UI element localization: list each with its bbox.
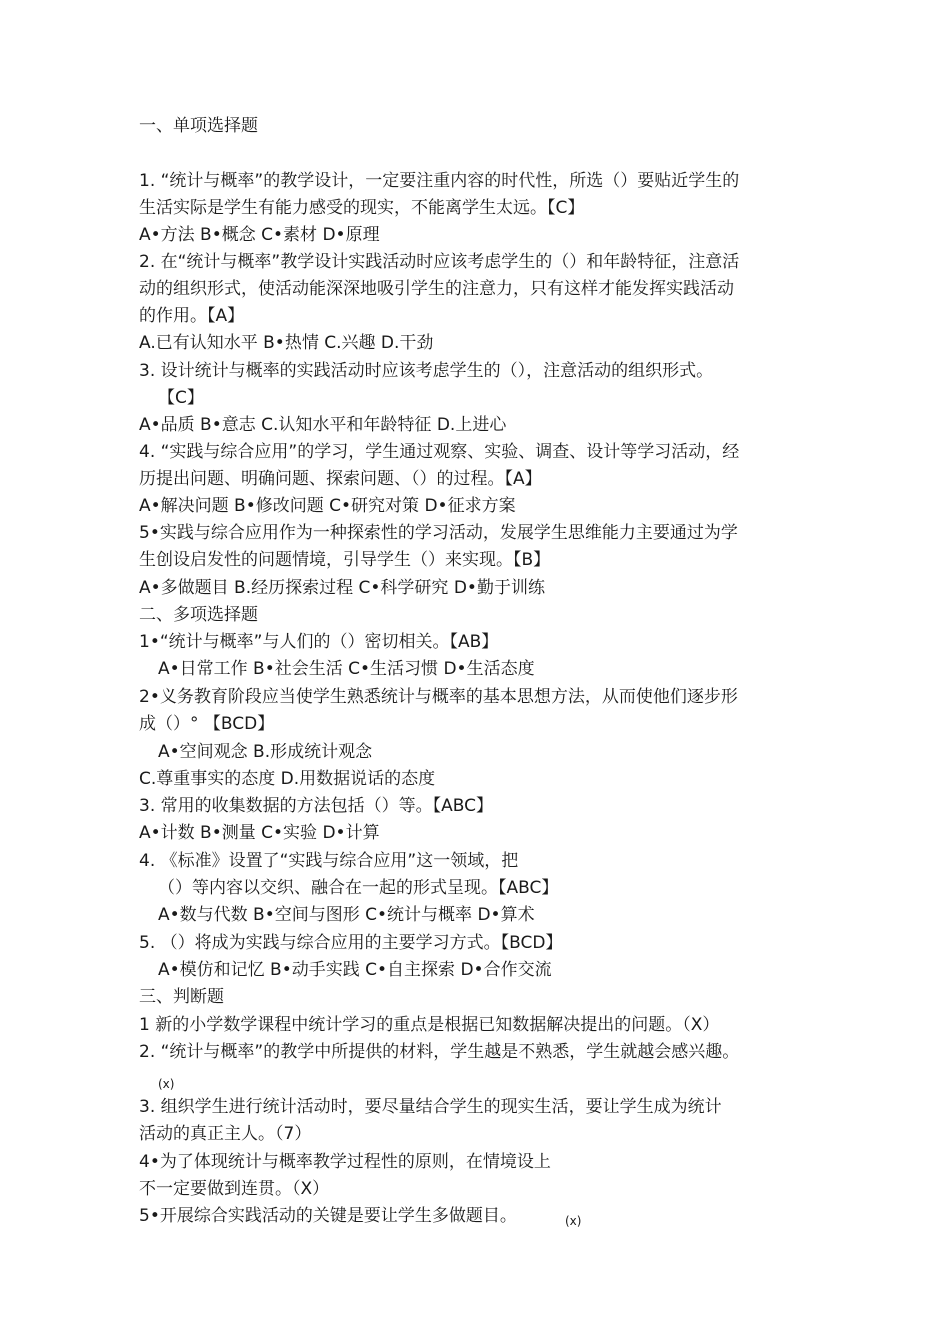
section-heading-single-choice: 一、单项选择题 (139, 116, 258, 136)
question-text: 动的组织形式，使活动能深深地吸引学生的注意力，只有这样才能发挥实践活动 (139, 279, 734, 299)
options-line: A•品质 B•意志 C.认知水平和年龄特征 D.上进心 (139, 415, 507, 435)
options-line: A•计数 B•测量 C•实验 D•计算 (139, 823, 380, 843)
section-heading-multiple-choice: 二、多项选择题 (139, 605, 258, 625)
options-line: A•日常工作 B•社会生活 C•生活习惯 D•生活态度 (158, 659, 535, 679)
question-text: 生活实际是学生有能力感受的现实，不能离学生太远。【C】 (139, 198, 585, 218)
question-text: 4•为了体现统计与概率教学过程性的原则，在情境设上 (139, 1152, 551, 1172)
question-text: 不一定要做到连贯。（X） (139, 1179, 330, 1199)
options-line: A.已有认知水平 B•热情 C.兴趣 D.干劲 (139, 333, 434, 353)
question-text: 3. 设计统计与概率的实践活动时应该考虑学生的（），注意活动的组织形式。 (139, 361, 714, 381)
question-text: 1•“统计与概率”与人们的（）密切相关。【AB】 (139, 632, 499, 652)
question-text: 2. “统计与概率”的教学中所提供的材料，学生越是不熟悉，学生就越会感兴趣。 (139, 1042, 740, 1062)
question-text: 3. 常用的收集数据的方法包括（）等。【ABC】 (139, 796, 493, 816)
question-text: 1 新的小学数学课程中统计学习的重点是根据已知数据解决提出的问题。（X） (139, 1015, 720, 1035)
question-text: 2•义务教育阶段应当使学生熟悉统计与概率的基本思想方法，从而使他们逐步形 (139, 687, 738, 707)
answer-mark: (x) (565, 1214, 582, 1228)
question-text: 成（）° 【BCD】 (139, 714, 275, 734)
options-line: C.尊重事实的态度 D.用数据说话的态度 (139, 769, 436, 789)
question-text: （）等内容以交织、融合在一起的形式呈现。【ABC】 (158, 878, 559, 898)
question-text: 生创设启发性的问题情境，引导学生（）来实现。【B】 (139, 550, 551, 570)
options-line: A•模仿和记忆 B•动手实践 C•自主探索 D•合作交流 (158, 960, 552, 980)
options-line: A•多做题目 B.经历探索过程 C•科学研究 D•勤于训练 (139, 578, 545, 598)
options-line: A•方法 B•概念 C•素材 D•原理 (139, 225, 380, 245)
question-text: 2. 在“统计与概率”教学设计实践活动时应该考虑学生的（）和年龄特征，注意活 (139, 252, 740, 272)
question-text: 活动的真正主人。（7） (139, 1124, 312, 1144)
question-text: 的作用。【A】 (139, 306, 245, 326)
question-text: 5. （）将成为实践与综合应用的主要学习方式。【BCD】 (139, 933, 563, 953)
answer-mark: (x) (158, 1077, 175, 1091)
question-text: 3. 组织学生进行统计活动时，要尽量结合学生的现实生活，要让学生成为统计 (139, 1097, 722, 1117)
options-line: A•数与代数 B•空间与图形 C•统计与概率 D•算术 (158, 905, 535, 925)
options-line: A•解决问题 B•修改问题 C•研究对策 D•征求方案 (139, 496, 516, 516)
options-line: A•空间观念 B.形成统计观念 (158, 742, 373, 762)
question-text: 4. “实践与综合应用”的学习，学生通过观察、实验、调查、设计等学习活动，经 (139, 442, 740, 462)
question-text: 4. 《标准》设置了“实践与综合应用”这一领域，把 (139, 851, 519, 871)
section-heading-true-false: 三、判断题 (139, 987, 224, 1007)
question-text: 1. “统计与概率”的教学设计，一定要注重内容的时代性，所选（）要贴近学生的 (139, 171, 740, 191)
answer-text: 【C】 (158, 388, 204, 408)
question-text: 5•开展综合实践活动的关键是要让学生多做题目。 (139, 1206, 517, 1226)
question-text: 5•实践与综合应用作为一种探索性的学习活动，发展学生思维能力主要通过为学 (139, 523, 738, 543)
question-text: 历提出问题、明确问题、探索问题、（）的过程。【A】 (139, 469, 542, 489)
